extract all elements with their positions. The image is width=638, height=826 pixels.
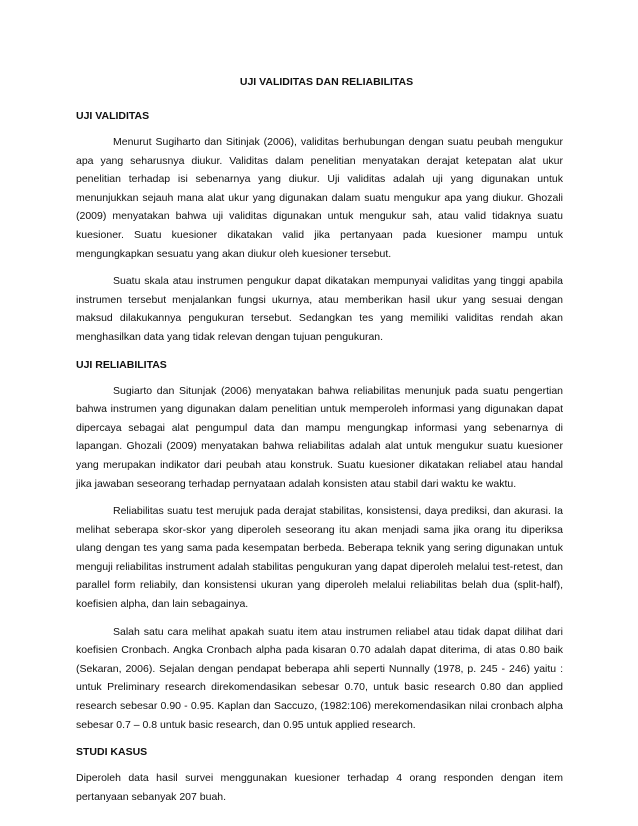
section-uji-validitas bbox=[76, 107, 563, 347]
paragraph: Reliabilitas suatu test merujuk pada derajat stabilitas, konsistensi, daya prediksi, dan akurasi. Ia melihat seberapa skor-skor yang diperoleh seseorang itu akan menjadi sama jika orang itu diperiksa ulang dengan tes yang sama pada kesempatan berbeda. Beberapa teknik yang sering digunakan untuk menguji reliabilitas instrument adalah stabilitas pengukuran yang dapat diperoleh melalui test-retest, dan parallel form reliabily, dan konsistensi ukuran yang diperoleh melalui reliabilitas belah dua (split-half), koefisien alpha, dan lain sebagainya. bbox=[76, 505, 563, 611]
paragraph: Diperoleh data hasil survei menggunakan kuesioner terhadap 4 orang responden dengan item pertanyaan sebanyak 207 buah. bbox=[76, 772, 563, 803]
section-uji-reliabilitas bbox=[76, 356, 563, 735]
section-heading-studi-kasus: STUDI KASUS bbox=[76, 746, 148, 759]
document-title: UJI VALIDITAS DAN RELIABILITAS bbox=[239, 76, 414, 88]
paragraph: Menurut Sugiharto dan Sitinjak (2006), validitas berhubungan dengan suatu peubah mengukur apa yang seharusnya diukur. Validitas dalam penelitian menyatakan derajat ketepatan alat ukur penelitian terhadap isi sebenarnya yang diukur. Uji validitas adalah uji yang digunakan untuk menunjukkan sejauh mana alat ukur yang digunakan dalam suatu mengukur apa yang diukur. Ghozali (2009) menyatakan bahwa uji validitas digunakan untuk mengukur sah, atau valid tidaknya suatu kuesioner. Suatu kuesioner dikatakan valid jika pertanyaan pada kuesioner mampu untuk mengungkapkan sesuatu yang akan diukur oleh kuesioner tersebut. bbox=[76, 136, 563, 260]
section-heading-uji-validitas: UJI VALIDITAS bbox=[76, 110, 150, 122]
paragraph: Sugiarto dan Situnjak (2006) menyatakan bahwa reliabilitas menunjuk pada suatu pengertian bahwa instrumen yang digunakan dalam penelitian untuk memperoleh informasi yang digunakan dapat dipercaya sebagai alat pengumpul data dan mampu mengungkap informasi yang sebenarnya di lapangan. Ghozali (2009) menyatakan bahwa reliabilitas adalah alat untuk mengukur suatu kuesioner yang merupakan indikator dari peubah atau konstruk. Suatu kuesioner dikatakan reliabel atau handal jika jawaban seseorang terhadap pernyataan adalah konsisten atau stabil dari waktu ke waktu. bbox=[76, 384, 563, 490]
paragraph: Salah satu cara melihat apakah suatu item atau instrumen reliabel atau tidak dapat dilihat dari koefisien Cronbach. Angka Cronbach alpha pada kisaran 0.70 adalah dapat diterima, di atas 0.80 baik (Sekaran, 2006). Sejalan dengan pendapat beberapa ahli seperti Nunnally (1978, p. 245 - 246) yaitu : untuk Preliminary research direkomendasikan sebesar 0.70, untuk basic research 0.80 dan applied research sebesar 0.90 - 0.95. Kaplan dan Saccuzo, (1982:106) merekomendasikan nilai cronbach alpha sebesar 0.7 – 0.8 untuk basic research, dan 0.95 untuk applied research. bbox=[76, 625, 563, 731]
section-studi-kasus bbox=[76, 743, 563, 806]
section-heading-uji-reliabilitas: UJI RELIABILITAS bbox=[76, 358, 167, 371]
paragraph: Suatu skala atau instrumen pengukur dapat dikatakan mempunyai validitas yang tinggi apabila instrumen tersebut menjalankan fungsi ukurnya, atau memberikan hasil ukur yang sesuai dengan maksud dilakukannya pengukuran tersebut. Sedangkan tes yang memiliki validitas rendah akan menghasilkan data yang tidak relevan dengan tujuan pengukuran. bbox=[76, 275, 563, 343]
